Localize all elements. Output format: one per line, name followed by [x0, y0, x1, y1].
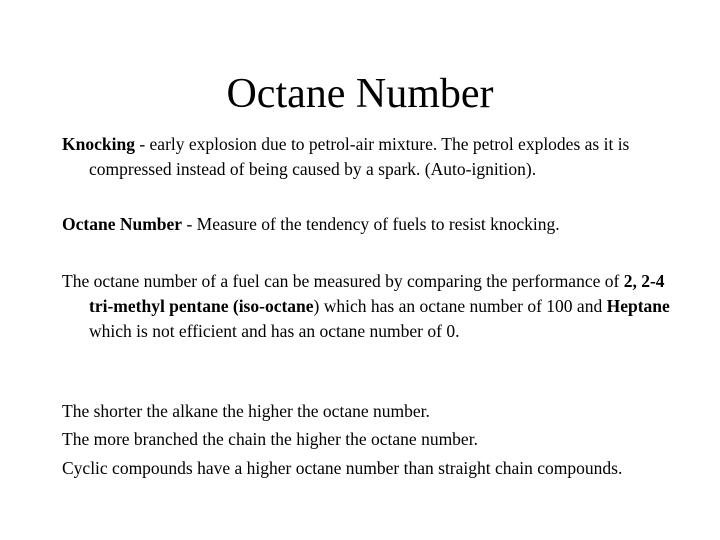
paragraph-branched-chain: The more branched the chain the higher the octane number. — [62, 429, 478, 449]
measurement-text-a: The octane number of a fuel can be measured by comparing the performance of — [62, 271, 624, 291]
knocking-definition: - early explosion due to petrol-air mixture. The petrol explodes as it is compressed instead of being caused by a spark. (Auto-ignition). — [89, 134, 630, 179]
paragraph-shorter-alkane: The shorter the alkane the higher the octane number. — [62, 401, 430, 421]
paragraph-cyclic-compounds: Cyclic compounds have a higher octane number than straight chain compounds. — [62, 458, 623, 478]
paragraph-octane-number — [62, 212, 689, 237]
slide-title: Octane Number — [226, 71, 494, 117]
term-knocking: Knocking — [62, 134, 135, 154]
iso-octane-term: 2, 2-4 tri-methyl pentane (iso-octane — [89, 271, 665, 316]
paragraph-measurement — [62, 269, 689, 344]
measurement-text-d: which is not efficient and has an octane number of 0. — [89, 321, 460, 341]
measurement-text-c: ) which has an octane number of 100 and — [313, 296, 607, 316]
term-octane-number: Octane Number — [62, 214, 183, 234]
paragraph-knocking — [62, 132, 689, 182]
heptane-term: Heptane — [606, 296, 670, 316]
octane-number-definition: - Measure of the tendency of fuels to resist knocking. — [182, 214, 560, 234]
